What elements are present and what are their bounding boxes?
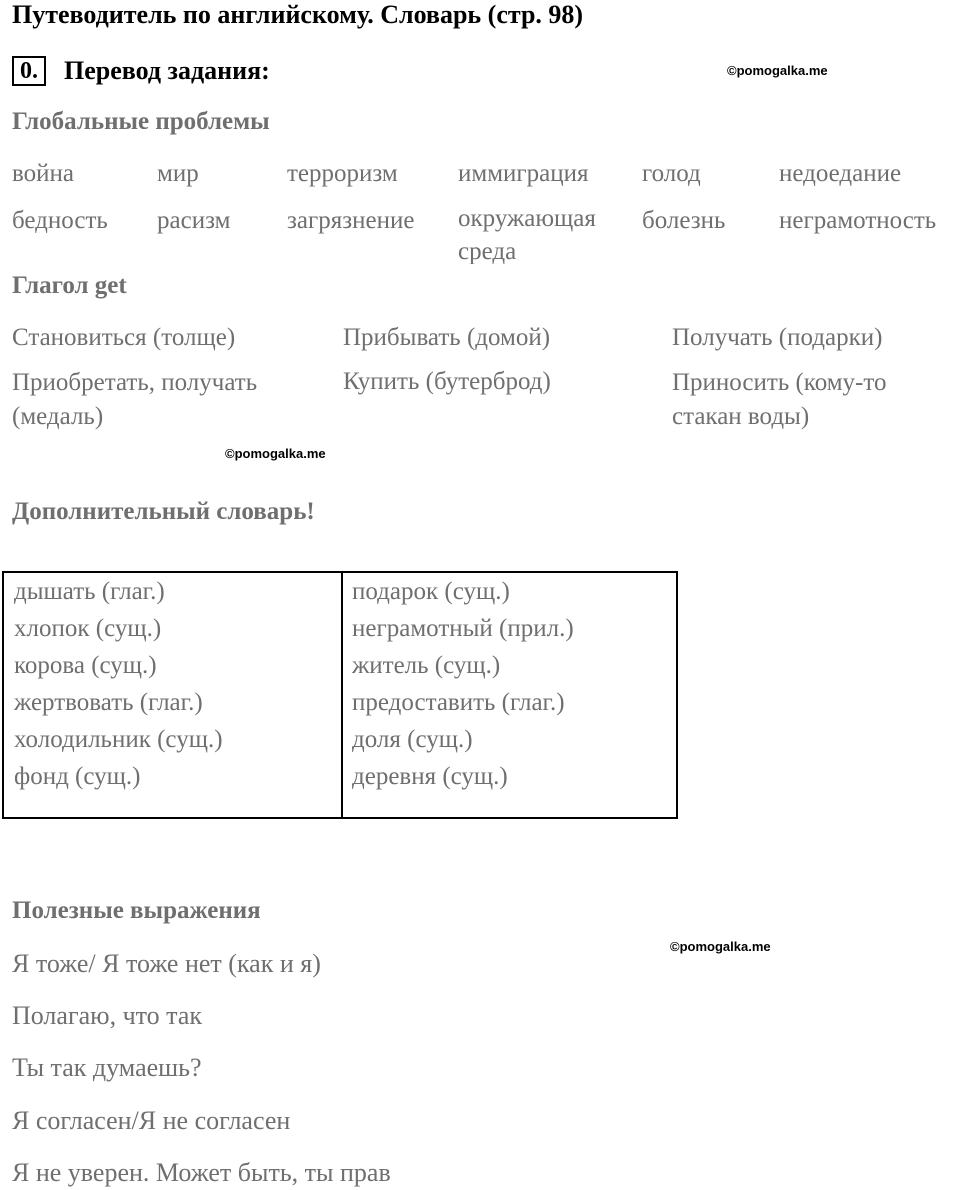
section-heading-extra-vocab: Дополнительный словарь! [12,498,315,525]
phrase-item: Я тоже/ Я тоже нет (как и я) [12,949,321,978]
table-row: фонд (сущ.) [14,763,141,790]
vocab-column-left [14,573,223,795]
phrase-item: Я не уверен. Может быть, ты прав [12,1158,391,1187]
table-row: неграмотный (прил.) [352,615,574,642]
section-heading-global-problems: Глобальные проблемы [12,108,270,135]
verb-meaning: Приобретать, получать (медаль) [12,369,258,430]
verb-meaning: Приносить (кому-то стакан воды) [672,369,887,430]
phrase-item: Полагаю, что так [12,1001,203,1030]
word-item: расизм [157,207,231,234]
word-item: недоедание [779,160,902,187]
word-item: окружающая среда [458,205,596,264]
word-item: бедность [12,207,108,234]
word-item: иммиграция [458,160,589,187]
table-divider [341,573,343,817]
watermark: ©pomogalka.me [225,446,326,461]
vocab-table [2,571,678,819]
table-row: доля (сущ.) [352,726,473,753]
table-row: корова (сущ.) [14,652,157,679]
word-item: загрязнение [287,207,415,234]
word-item: терроризм [287,160,398,187]
watermark: ©pomogalka.me [727,63,828,78]
word-item: война [12,160,74,187]
task-number-box: 0. [12,56,46,86]
word-item: мир [157,160,199,187]
verb-meaning: Купить (бутерброд) [343,368,551,395]
verb-meaning: Прибывать (домой) [343,324,551,351]
table-row: холодильник (сущ.) [14,726,223,753]
table-row: деревня (сущ.) [352,763,508,790]
page-title: Путеводитель по английскому. Словарь (стр. 98) [12,0,584,29]
table-row: житель (сущ.) [352,652,501,679]
phrase-item: Ты так думаешь? [12,1053,202,1082]
table-row: предоставить (глаг.) [352,689,565,716]
verb-meaning: Становиться (толще) [12,324,236,351]
watermark: ©pomogalka.me [670,939,771,954]
word-item: неграмотность [779,207,937,234]
table-row: хлопок (сущ.) [14,615,162,642]
task-title: Перевод задания: [64,56,270,85]
table-row: подарок (сущ.) [352,578,510,605]
section-heading-verb-get: Глагол get [12,272,127,299]
verb-meaning: Получать (подарки) [672,324,883,351]
section-heading-useful-phrases: Полезные выражения [12,897,261,924]
vocab-column-right [352,573,574,795]
table-row: жертвовать (глаг.) [14,689,203,716]
word-item: болезнь [642,207,726,234]
table-row: дышать (глаг.) [14,578,165,605]
phrase-item: Я согласен/Я не согласен [12,1106,291,1135]
word-item: голод [642,160,701,187]
